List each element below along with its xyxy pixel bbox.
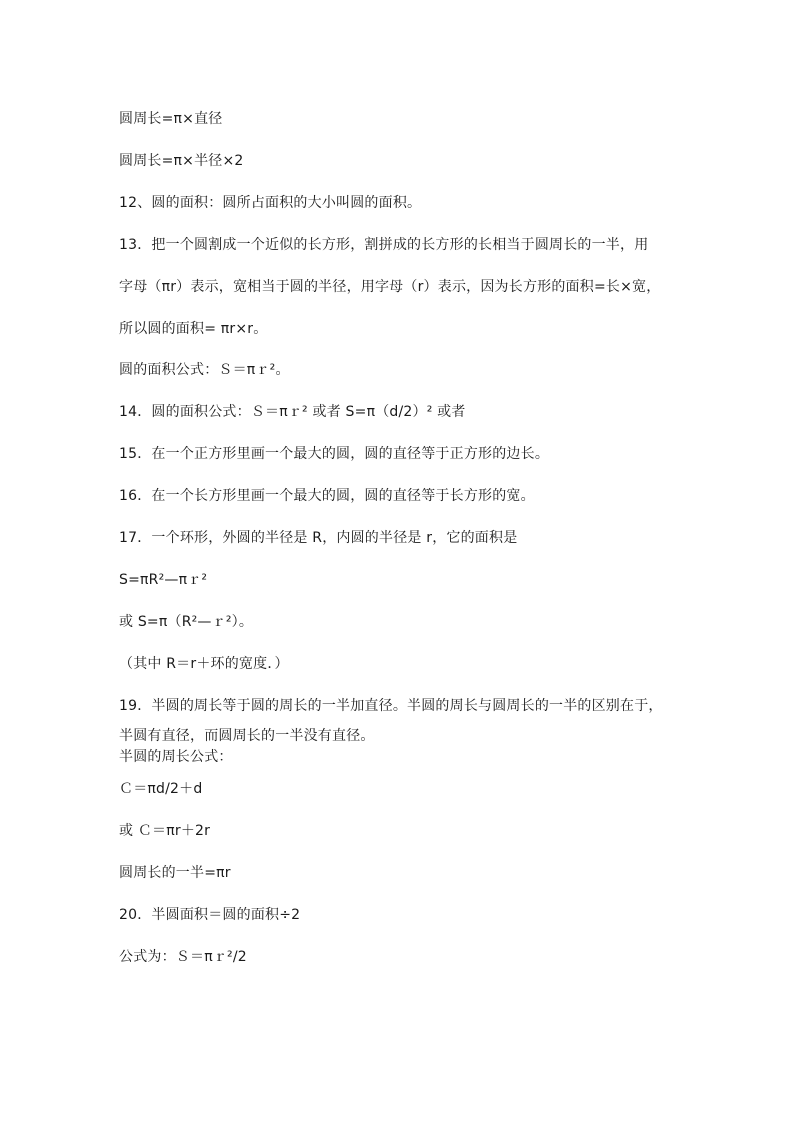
text-line-item-13-cont-2: 所以圆的面积= πr×r。	[119, 321, 268, 337]
text-line-item-14: 14．圆的面积公式：Ｓ＝πｒ² 或者 S=π（d/2）² 或者	[119, 404, 466, 420]
text-line-item-15: 15．在一个正方形里画一个最大的圆，圆的直径等于正方形的边长。	[119, 446, 550, 462]
text-line-ring-width-note: （其中 R＝r＋环的宽度．）	[119, 656, 289, 672]
text-line-item-19: 19．半圆的周长等于圆的周长的一半加直径。半圆的周长与圆周长的一半的区别在于，	[119, 698, 663, 714]
text-line-circumference-radius: 圆周长=π×半径×2	[119, 153, 244, 169]
text-line-item-20: 20．半圆面积＝圆的面积÷2	[119, 907, 301, 923]
text-line-semicircle-perimeter-label: 半圆的周长公式：	[119, 749, 233, 765]
text-line-item-13-cont-1: 字母（πr）表示，宽相当于圆的半径，用字母（r）表示，因为长方形的面积=长×宽，	[119, 279, 661, 295]
text-line-item-19-cont: 半圆有直径，而圆周长的一半没有直径。	[119, 728, 375, 744]
text-line-semicircle-area-formula: 公式为：Ｓ＝πｒ²/2	[119, 949, 247, 965]
text-line-circumference-diameter: 圆周长=π×直径	[119, 111, 223, 127]
text-line-item-16: 16．在一个长方形里画一个最大的圆，圆的直径等于长方形的宽。	[119, 488, 535, 504]
text-line-semicircle-perimeter-formula: Ｃ＝πd/2＋d	[119, 781, 203, 797]
text-line-ring-area-alt: 或 S=π（R²—ｒ²）。	[119, 614, 254, 630]
text-line-item-13: 13．把一个圆割成一个近似的长方形，割拼成的长方形的长相当于圆周长的一半，用	[119, 237, 649, 253]
text-line-area-formula: 圆的面积公式：Ｓ＝πｒ²。	[119, 362, 290, 378]
text-line-ring-area-formula: S=πR²—πｒ²	[119, 572, 208, 588]
text-line-item-17: 17．一个环形，外圆的半径是 R，内圆的半径是 r，它的面积是	[119, 530, 518, 546]
text-line-semicircle-perimeter-alt: 或 Ｃ＝πr＋2r	[119, 823, 211, 839]
text-line-half-circumference: 圆周长的一半=πr	[119, 865, 231, 881]
text-line-item-12: 12、圆的面积：圆所占面积的大小叫圆的面积。	[119, 195, 422, 211]
